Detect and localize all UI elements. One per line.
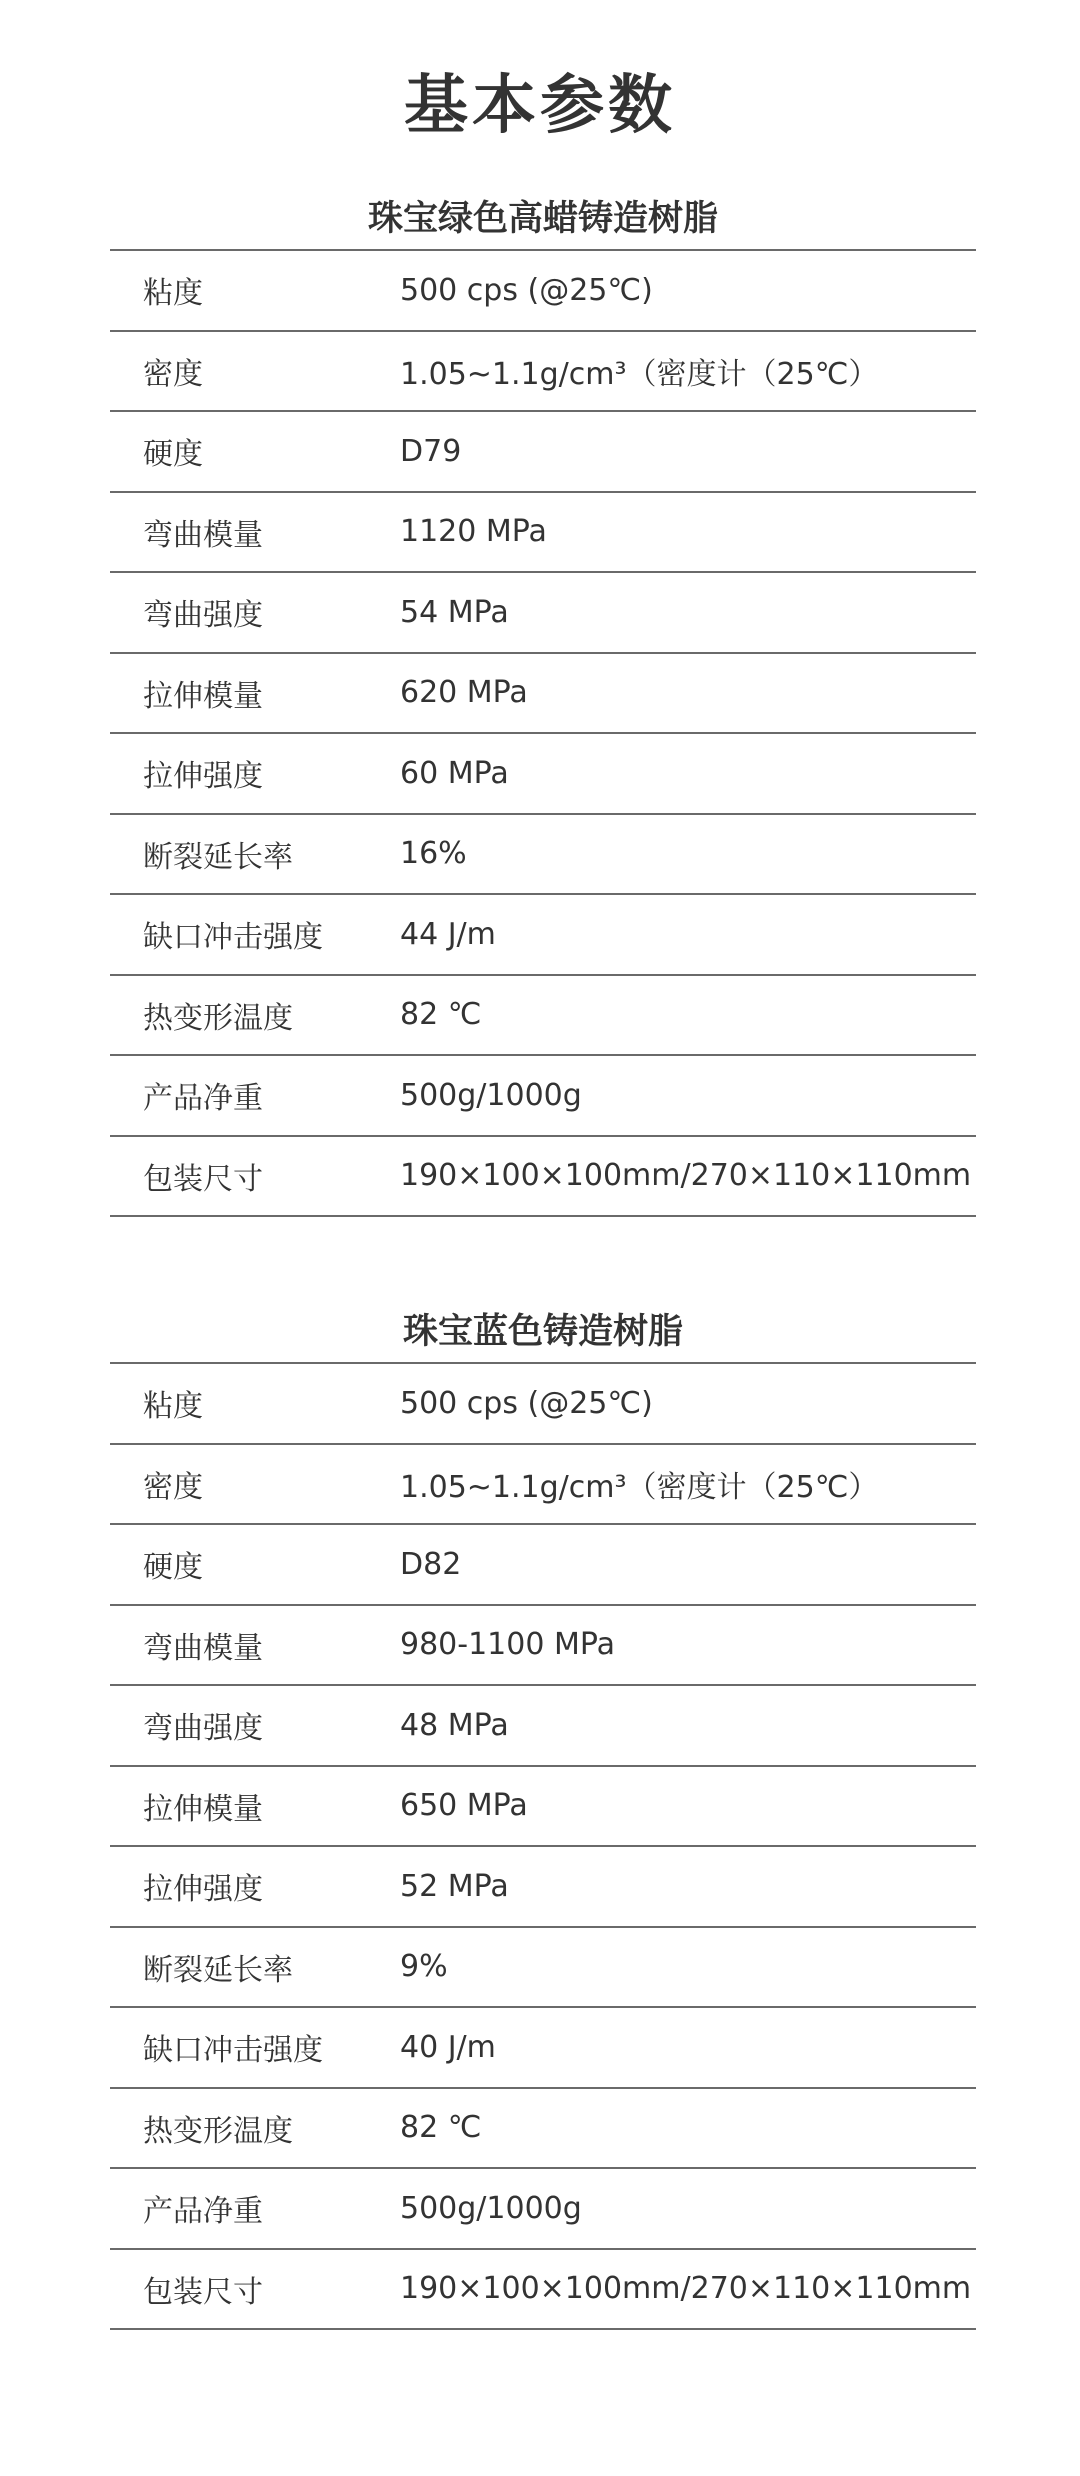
spec-label: 产品净重 [143,1081,263,1117]
spec-label: 包装尺寸 [143,1161,263,1197]
table-row [110,493,976,574]
table-row [110,2169,976,2250]
spec-value: D79 [400,433,462,469]
spec-value: 60 MPa [400,755,509,791]
spec-label: 断裂延长率 [143,839,293,875]
spec-label: 热变形温度 [143,2113,293,2149]
spec-label: 拉伸模量 [143,678,263,714]
table-row [110,1137,976,1218]
spec-value: 82 ℃ [400,2110,482,2146]
table-row [110,332,976,413]
spec-value: 1.05~1.1g/cm³（密度计（25℃） [400,356,879,392]
table-row [110,1525,976,1606]
section-green-resin [110,189,976,1217]
table-row [110,412,976,493]
spec-label: 弯曲模量 [143,1630,263,1666]
spec-label: 断裂延长率 [143,1952,293,1988]
table-row [110,1847,976,1928]
spec-label: 拉伸模量 [143,1791,263,1827]
spec-value: 650 MPa [400,1788,528,1824]
spec-label: 硬度 [143,437,203,473]
spec-label: 缺口冲击强度 [143,920,323,956]
table-row [110,251,976,332]
spec-value: 500 cps (@25℃) [400,1385,653,1421]
spec-label: 硬度 [143,1550,203,1586]
table-row [110,654,976,735]
spec-label: 粘度 [143,276,203,312]
section-blue-resin [110,1302,976,2330]
table-row [110,1445,976,1526]
table-row [110,895,976,976]
spec-label: 缺口冲击强度 [143,2033,323,2069]
spec-label: 热变形温度 [143,1000,293,1036]
spec-value: 40 J/m [400,2029,496,2065]
spec-value: D82 [400,1546,462,1582]
spec-value: 1120 MPa [400,514,547,550]
table-row [110,1928,976,2009]
table-row [110,2250,976,2331]
spec-label: 拉伸强度 [143,1872,263,1908]
spec-value: 980-1100 MPa [400,1627,615,1663]
table-row [110,2089,976,2170]
table-row [110,1686,976,1767]
table-row [110,976,976,1057]
spec-label: 密度 [143,356,203,392]
table-row [110,1767,976,1848]
table-row [110,573,976,654]
spec-value: 48 MPa [400,1707,509,1743]
spec-table [110,249,976,1217]
spec-label: 产品净重 [143,2194,263,2230]
spec-value: 500g/1000g [400,2190,582,2226]
page-title: 基本参数 [404,69,676,143]
section-title: 珠宝蓝色铸造树脂 [402,1312,683,1352]
spec-value: 500 cps (@25℃) [400,272,653,308]
spec-label: 弯曲强度 [143,598,263,634]
spec-value: 1.05~1.1g/cm³（密度计（25℃） [400,1469,879,1505]
spec-label: 弯曲模量 [143,517,263,553]
spec-value: 190×100×100mm/270×110×110mm [400,1158,972,1194]
section-title: 珠宝绿色高蜡铸造树脂 [367,199,718,239]
spec-value: 500g/1000g [400,1077,582,1113]
table-row [110,734,976,815]
table-row [110,1056,976,1137]
spec-value: 190×100×100mm/270×110×110mm [400,2271,972,2307]
spec-value: 82 ℃ [400,997,482,1033]
spec-value: 620 MPa [400,675,528,711]
spec-label: 密度 [143,1469,203,1505]
spec-label: 拉伸强度 [143,759,263,795]
spec-value: 9% [400,1949,448,1985]
spec-table [110,1362,976,2330]
spec-value: 44 J/m [400,916,496,952]
spec-label: 粘度 [143,1389,203,1425]
spec-value: 16% [400,836,467,872]
table-row [110,1364,976,1445]
spec-value: 54 MPa [400,594,509,630]
spec-label: 包装尺寸 [143,2274,263,2310]
table-row [110,1606,976,1687]
spec-label: 弯曲强度 [143,1711,263,1747]
table-row [110,2008,976,2089]
table-row [110,815,976,896]
spec-value: 52 MPa [400,1868,509,1904]
